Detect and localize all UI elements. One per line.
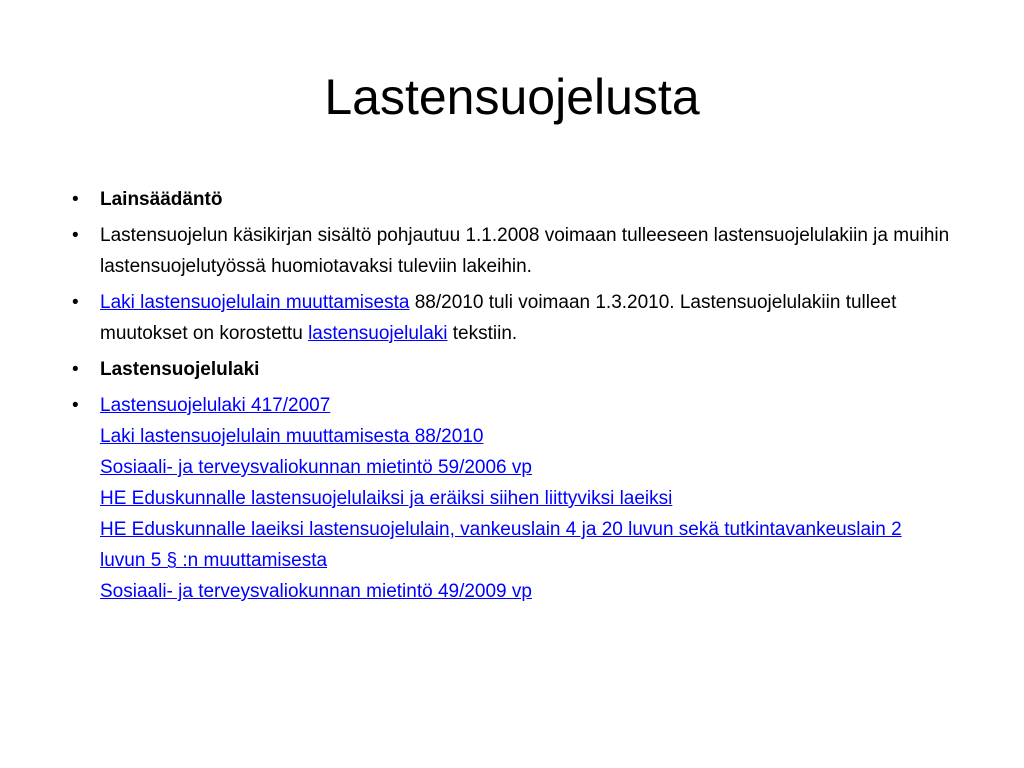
bullet-icon: • <box>72 225 79 246</box>
slide-content <box>72 184 952 612</box>
bullet-icon: • <box>72 292 79 313</box>
list-item-lastensuojelulaki <box>72 354 952 385</box>
list-item-links <box>72 390 952 607</box>
muutos-text-2: tekstiin. <box>447 323 518 344</box>
link-lastensuojelulaki-417-2007[interactable]: Lastensuojelulaki 417/2007 <box>100 395 331 416</box>
bullet-icon: • <box>72 395 79 416</box>
heading-lastensuojelulaki: Lastensuojelulaki <box>100 359 260 380</box>
link-he-lastensuojelulaiksi[interactable]: HE Eduskunnalle lastensuojelulaiksi ja eräiksi siihen liittyviksi laeiksi <box>100 488 673 509</box>
link-lastensuojelulaki[interactable]: lastensuojelulaki <box>308 323 448 344</box>
muutos-text-1: 88/2010 tuli voimaan 1.3.2010. Lastensuojelulakiin tulleet muutokset on korostettu <box>100 292 897 344</box>
list-item-lainsaadanto <box>72 184 952 215</box>
slide-title: Lastensuojelusta <box>324 69 700 125</box>
list-item-kasikirja <box>72 220 952 282</box>
heading-lainsaadanto: Lainsäädäntö <box>100 189 223 210</box>
link-mietinto-49-2009[interactable]: Sosiaali- ja terveysvaliokunnan mietintö 49/2009 vp <box>100 581 532 602</box>
kasikirja-text: Lastensuojelun käsikirjan sisältö pohjautuu 1.1.2008 voimaan tulleeseen lastensuojelulakiin ja muihin lastensuojelutyössä huomiotavaksi tuleviin lakeihin. <box>100 225 950 277</box>
link-mietinto-59-2006[interactable]: Sosiaali- ja terveysvaliokunnan mietintö 59/2006 vp <box>100 457 532 478</box>
list-item-muutos <box>72 287 952 349</box>
link-he-vankeuslain-muuttamisesta[interactable]: HE Eduskunnalle laeiksi lastensuojelulain, vankeuslain 4 ja 20 luvun sekä tutkintavankeuslain 2 luvun 5 § :n muuttamisesta <box>100 519 902 571</box>
bullet-icon: • <box>72 359 79 380</box>
link-laki-muuttamisesta-88-2010[interactable]: Laki lastensuojelulain muuttamisesta 88/2010 <box>100 426 484 447</box>
link-laki-muuttamisesta[interactable]: Laki lastensuojelulain muuttamisesta <box>100 292 410 313</box>
bullet-icon: • <box>72 189 79 210</box>
